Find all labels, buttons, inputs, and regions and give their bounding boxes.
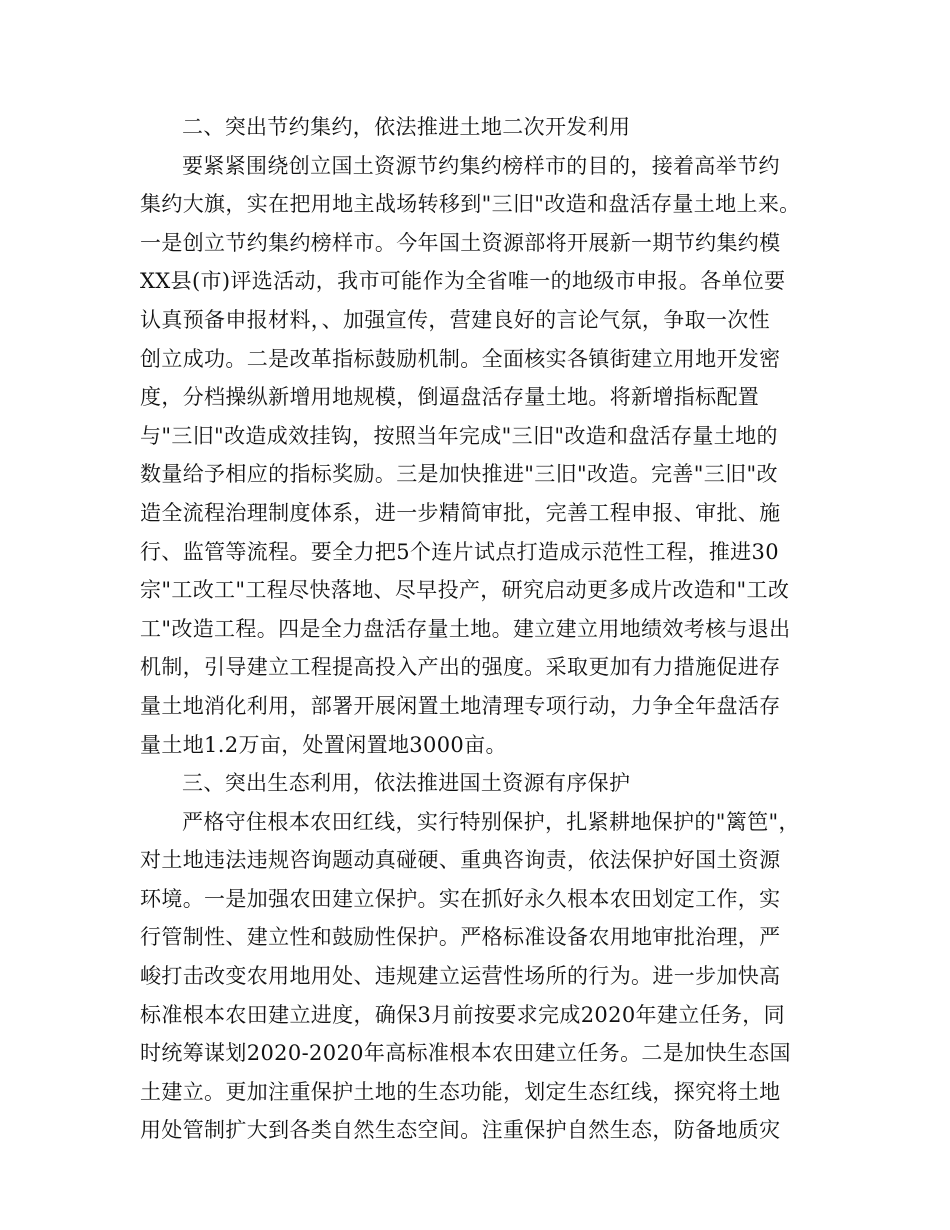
section-heading-3: 三、突出生态利用，依法推进国土资源有序保护 <box>182 771 631 796</box>
paragraph-line: 创立成功。二是改革指标鼓励机制。全面核实各镇街建立用地开发密 <box>140 346 781 371</box>
paragraph-line: 环境。一是加强农田建立保护。实在抓好永久根本农田划定工作，实 <box>140 886 781 911</box>
paragraph-line: 用处管制扩大到各类自然生态空间。注重保护自然生态，防备地质灾 <box>140 1118 781 1143</box>
paragraph-line: 行、监管等流程。要全力把5个连片试点打造成示范性工程，推进30 <box>140 539 779 564</box>
paragraph-line: 土建立。更加注重保护土地的生态功能，划定生态红线，探究将土地 <box>140 1079 781 1104</box>
paragraph-line: 认真预备申报材料，、加强宣传，营建良好的言论气氛，争取一次性 <box>140 307 770 332</box>
paragraph-line: 宗"工改工"工程尽快落地、尽早投产，研究启动更多成片改造和"工改 <box>140 578 790 603</box>
paragraph-line: 峻打击改变农用地用处、违规建立运营性场所的行为。进一步加快高 <box>140 964 781 989</box>
paragraph-line: 度，分档操纵新增用地规模，倒逼盘活存量土地。将新增指标配置 <box>140 385 760 410</box>
paragraph-line: 量土地消化利用，部署开展闲置土地清理专项行动，力争全年盘活存 <box>140 693 781 718</box>
paragraph-line: 行管制性、建立性和鼓励性保护。严格标准设备农用地审批治理，严 <box>140 925 781 950</box>
paragraph-line: 一是创立节约集约榜样市。今年国土资源部将开展新一期节约集约模 <box>140 230 781 255</box>
paragraph-line: 工"改造工程。四是全力盘活存量土地。建立建立用地绩效考核与退出 <box>140 616 791 641</box>
paragraph-line: 集约大旗，实在把用地主战场转移到"三旧"改造和盘活存量土地上来。 <box>140 192 801 217</box>
document-body <box>140 108 830 1150</box>
paragraph-line: XX县(市)评选活动，我市可能作为全省唯一的地级市申报。各单位要 <box>140 269 786 294</box>
paragraph-line: 与"三旧"改造成效挂钩，按照当年完成"三旧"改造和盘活存量土地的 <box>140 423 778 448</box>
paragraph-line: 量土地1.2万亩，处置闲置地3000亩。 <box>140 732 507 757</box>
paragraph-line: 严格守住根本农田红线，实行特别保护，扎紧耕地保护的"篱笆"， <box>182 809 800 834</box>
paragraph-line: 数量给予相应的指标奖励。三是加快推进"三旧"改造。完善"三旧"改 <box>140 462 778 487</box>
paragraph-line: 时统筹谋划2020-2020年高标准根本农田建立任务。二是加快生态国 <box>140 1041 791 1066</box>
paragraph-line: 标准根本农田建立进度，确保3月前按要求完成2020年建立任务，同 <box>140 1002 786 1027</box>
section-heading-2: 二、突出节约集约，依法推进土地二次开发利用 <box>182 115 631 139</box>
paragraph-line: 要紧紧围绕创立国土资源节约集约榜样市的目的，接着高举节约 <box>182 153 780 178</box>
paragraph-line: 机制，引导建立工程提高投入产出的强度。采取更加有力措施促进存 <box>140 655 781 680</box>
paragraph-line: 对土地违法违规咨询题动真碰硬、重典咨询责，依法保护好国土资源 <box>140 848 781 873</box>
paragraph-line: 造全流程治理制度体系，进一步精简审批，完善工程申报、审批、施 <box>140 500 781 525</box>
